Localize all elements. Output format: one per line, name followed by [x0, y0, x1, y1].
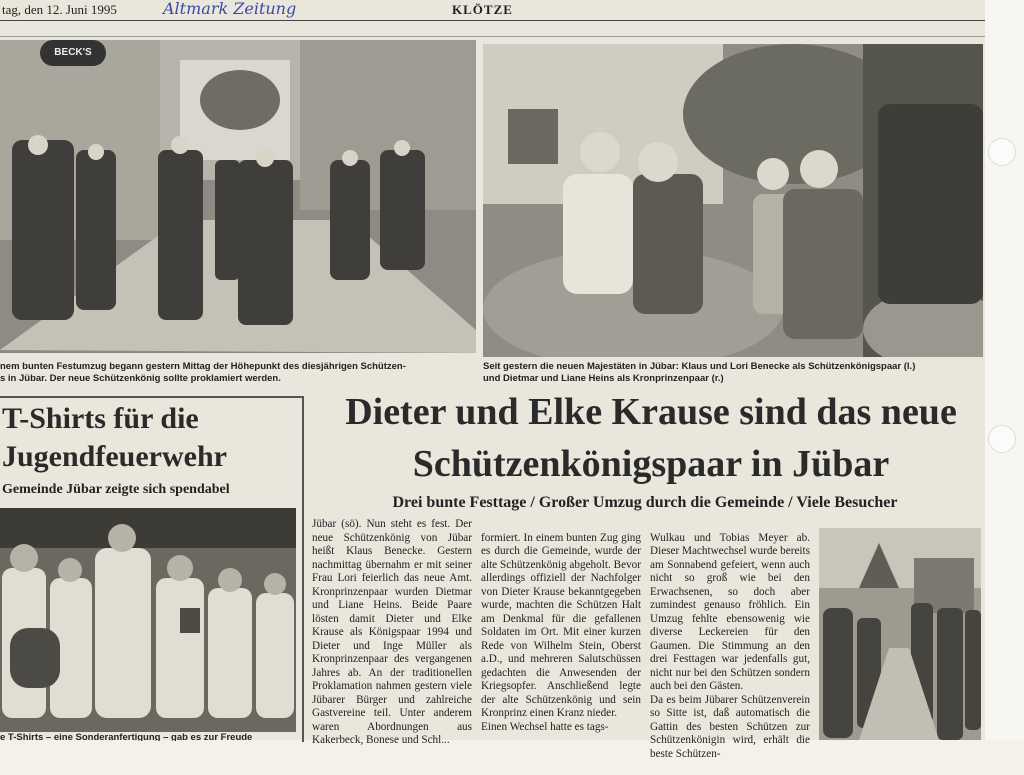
- tshirt-caption: e T-Shirts – eine Sonderanfertigung – gab es zur Freude: [0, 733, 253, 741]
- scan-margin: [985, 0, 1024, 740]
- header-rule: [0, 20, 985, 21]
- punch-hole: [988, 138, 1016, 166]
- header-rule: [0, 36, 985, 37]
- main-subhead: Drei bunte Festtage / Großer Umzug durch die Gemeinde / Viele Besucher: [392, 494, 898, 511]
- statue-photo: [819, 528, 981, 740]
- article-text: Wulkau und Tobias Meyer ab. Dieser Machtwechsel wurde bereits am Sonnabend gefeiert, wenn auch nicht so groß wie bei den Erwachsenen, so doch aber zumindest genauso fröhlich. Ein Umzug fehlte ebensowenig wie diverse Leckereien für den Gaumen. Die Stimmung an den drei Festtagen war jedenfalls gut, nicht nur bei den Schützen sondern auch bei den Gästen. Da es beim Jübarer Schützenverein so Sitte ist, daß automatisch die Gattin des besten Schützen zur Schützenkönigin wird, erhält die beste Schützen-: [650, 531, 810, 760]
- issue-date: tag, den 12. Juni 1995: [2, 2, 117, 17]
- article-text: formiert. In einem bunten Zug ging es durch die Gemeinde, wurde der alte Schützenkönig abgeholt. Bevor allerdings offiziell der Nachfolger von Dieter Krause bekanntgegeben wurde, machten die Schützen Halt am Denkmal für die gefallenen Soldaten im Ort. Mit einer kurzen Rede von Wilhelm Stein, Oberst a.D., und mehreren Salutschüssen gedachten die Anwesenden der Kriegsopfer. Anschließend legte der alte Schützenkönig und sein Kronprinz einen Kranz nieder. Einen Wechsel hatte es tags-: [481, 531, 641, 733]
- main-headline: Dieter und Elke Krause sind das neue Schützenkönigspaar in Jübar: [345, 391, 957, 485]
- side-headline: T-Shirts für die Jugendfeuerwehr: [2, 402, 227, 473]
- parade-caption: nem bunten Festumzug begann gestern Mittag der Höhepunkt des diesjährigen Schützen- s in Jübar. Der neue Schützenkönig sollte proklamiert werden.: [0, 361, 406, 384]
- becks-sign: BECK'S: [40, 40, 106, 66]
- royals-caption: Seit gestern die neuen Majestäten in Jübar: Klaus und Lori Benecke als Schützenkönigspaar (l.) und Dietmar und Liane Heins als Kronprinzenpaar (r.): [483, 361, 916, 384]
- handwritten-note: Altmark Zeitung: [163, 0, 297, 18]
- article-column-2: [481, 518, 641, 748]
- article-column-1: [312, 518, 472, 748]
- parade-photo: [0, 40, 476, 353]
- royals-photo: [483, 44, 983, 357]
- tshirt-photo: [0, 508, 296, 732]
- article-text: Jübar (sö). Nun steht es fest. Der neue Schützenkönig von Jübar heißt Klaus Benecke. Gestern nachmittag übernahm er mit seiner Frau Lori feierlich das neue Amt. Kronprinzenpaar wurden Dietmar und Liane Heins. Beide Paare lösten damit Dieter und Elke Krause als Königspaar 1994 und Dieter und Inge Müller als Kronprinzenpaar des vergangenen Jahres ab. An der traditionellen Proklamation nahmen gestern viele Jübarer Bürger und zahlreiche Gastvereine teil. Unter anderem waren Abordnungen aus Kakerbeck, Bonese und Schl...: [312, 518, 472, 746]
- punch-hole: [988, 425, 1016, 453]
- page-header: [0, 0, 985, 20]
- article-column-3: [650, 518, 810, 775]
- section-place: KLÖTZE: [452, 2, 513, 17]
- side-subhead: Gemeinde Jübar zeigte sich spendabel: [2, 482, 230, 497]
